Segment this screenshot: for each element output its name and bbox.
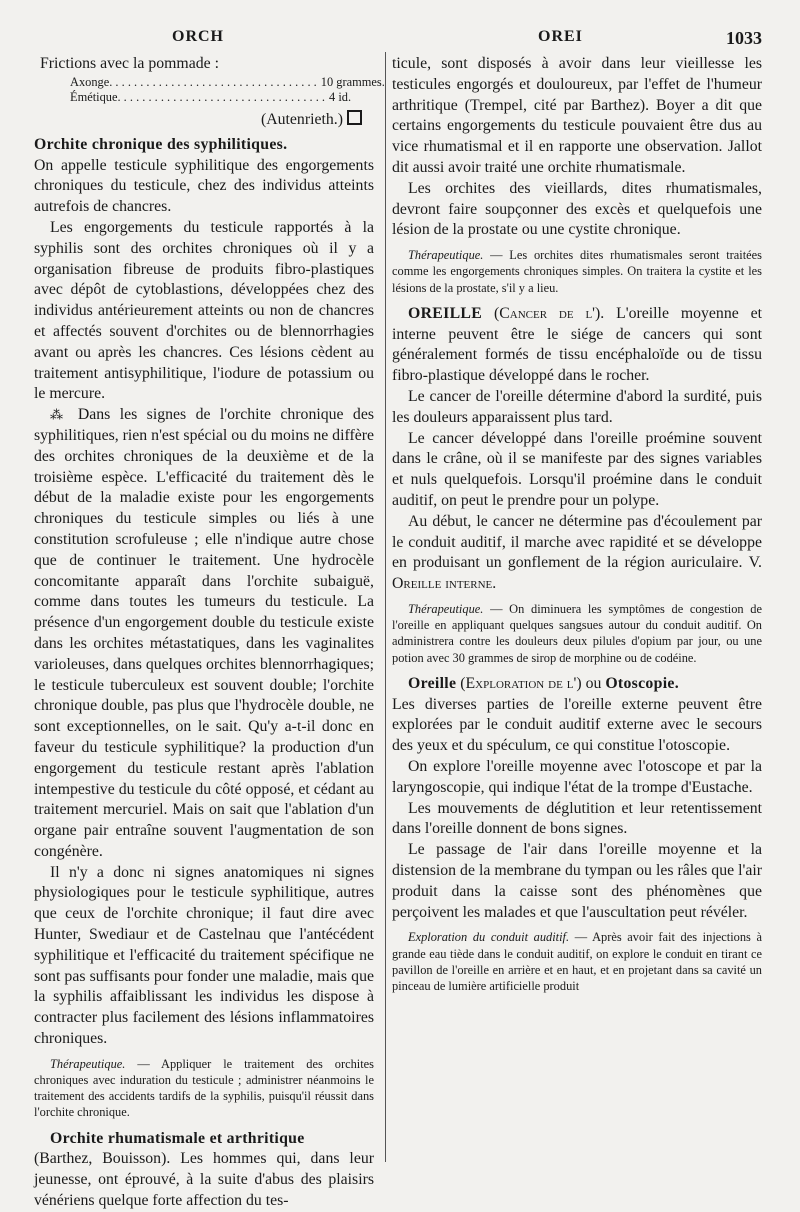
paragraph-text: Dans les signes de l'orchite chronique des syphilitiques, rien n'est spécial ou du moins ne diffère des orchites chroniques de la deuxième et de la troisième espèce. L'efficacité du traitement dès le début de la maladie existe pour les engorgements chroniques du testicule simples ou liés à une constitution scrofuleuse ; elle n'indique autre chose que de continuer le traitement. Une hydrocèle concomitante apparaît dans l'orchite subaiguë, comme dans toutes les tumeurs du testicule. La présence d'un engorgement double du testicule existe dans les orchites métastatiques, dans les vaginalites varioleuses, dans quelques orchites blennorrhagiques; le testicule tuberculeux est souvent double; l'orchite chronique double, pas plus que l'hydrocèle double, ne sont exceptionnelles, on le sait. Qu'y a-t-il donc en faveur du testicule syphilitique? la production d'un engorgement du testicule restant après l'ablation intempestive du testicule du côté opposé, et cédant au traitement mercuriel. Mais on sait que l'ablation d'un organe pair entraîne souvent l'augmentation de son congénère. [34,406,374,860]
therapy-note [392,247,762,296]
source-text: (Autenrieth.) [260,110,343,128]
source-citation [34,109,374,131]
exploration-text: — Après avoir fait des injections à grande eau tiède dans le conduit auditif, on explore le conduit en tirant ce pavillon de l'oreille en arrière et en haut, et en projetant dans sa cavité un pinceau de lumière artificielle produit [392,930,762,993]
exploration-label: Exploration du conduit auditif. [408,930,570,945]
paragraph [392,512,762,595]
paragraph: ticule, sont disposés à avoir dans leur vieillesse les testicules engorgés et douloureux, par l'effet de l'humeur arthritique (Trempel, cité par Barthez). Boyer a dit que certains engorgements du testicule pouvaient être dus au vice rhumatismal et il en rapporte une observation. Jallot dit aussi avoir traité une orchite rhumatismale. [392,55,762,176]
recipe-line [34,90,360,105]
cross-reference: V. Oreille interne. [392,554,762,593]
therapy-label: Thérapeutique. [408,601,484,616]
paragraph-text: L'oreille moyenne et interne peuvent être le siége de cancers qui sont généralement formés de tissu encéphaloïde ou de tissu fibro-plastique développé dans le rocher. [392,304,762,385]
entry-subheading: (Cancer de l'). [493,304,605,322]
entry-heading: Orchite rhumatismale et arthritique [50,1129,305,1147]
therapy-text: — Les orchites dites rhumatismales seront traitées comme les engorgements chroniques simples. On traitera la cystite et les lésions de la prostate, s'il y a lieu. [392,248,762,295]
heading-joiner: ou [585,674,602,692]
paragraph: Les engorgements du testicule rapportés à la syphilis sont des orchites chroniques où il y a organisation fibreuse de produits fibro-plastiques avec dépôt de cytoblastions, développées chez des individus antérieurement atteints ou non de chancres et affectés souvent d'orchites ou de blennorrhagies avant ou après les chancres. Ces lésions cèdent au traitement antisyphilitique, l'iodure de potassium ou le mercure. [34,218,374,403]
entry-heading: Orchite chronique des syphilitiques. [34,135,288,153]
entry-subheading: (Exploration de l') [460,674,582,692]
paragraph: Le cancer développé dans l'oreille proémine souvent dans le crâne, où il se manifeste par des signes variables et nuls quelquefois. Lorsqu'il proémine dans le conduit auditif, on peut le prendre pour un polype. [392,429,762,509]
page-number: 1033 [726,28,762,48]
entry-heading-alt: Otoscopie. [605,674,679,692]
paragraph: On explore l'oreille moyenne avec l'otoscope et par la laryngoscopie, qui indique l'état de la trompe d'Eustache. [392,757,762,796]
ingredient-name: Axonge [70,74,110,89]
therapy-note [392,601,762,666]
therapy-text: — On diminuera les symptômes de congestion de l'oreille en appliquant quelques sangsues autour du conduit auditif. On administrera contre les douleurs deux pilules d'opium par jour, ou une potion avec 30 grammes de sirop de morphine ou de codéine. [392,601,762,665]
left-column [34,54,385,1210]
right-column [392,54,762,1164]
ingredient-name: Émétique [70,89,118,104]
entry-orchite-rhumatismale [34,1129,374,1150]
entry-oreille-cancer [392,304,762,387]
paragraph: Il n'y a donc ni signes anatomiques ni signes physiologiques pour le testicule syphilitique, autres que ceux de l'orchite chronique; il faut dire avec Hunter, Swediaur et de Castelnau que l'antécédent syphilitique et l'efficacité du traitement spécifique ne sont pas suffisants pour fonder une maladie, mais que la syphilis affaiblissant les individus les dispose à contracter plus facilement des lésions inflammatoires chroniques. [34,863,374,1048]
paragraph: Les orchites des vieillards, dites rhumatismales, devront faire soupçonner des excès et quelquefois une lésion de la prostate ou une cystite chronique. [392,179,762,239]
header-left-guideword: ORCH [172,28,224,45]
entry-heading: Oreille [408,674,457,692]
entry-heading: OREILLE [408,304,483,322]
end-mark-icon [347,110,362,125]
recipe-intro: Frictions avec la pommade : [40,55,219,72]
paragraph: On appelle testicule syphilitique des engorgements chroniques du testicule, chez des individus atteints autrefois de chancres. [34,156,374,216]
recipe-line [34,74,385,90]
paragraph: Les mouvements de déglutition et leur retentissement dans l'oreille donnent de bons signes. [392,799,762,838]
entry-oreille-exploration [392,674,762,695]
paragraph [34,405,374,863]
therapy-label: Thérapeutique. [408,248,484,263]
therapy-label: Thérapeutique. [50,1056,126,1071]
therapy-note [34,1056,374,1121]
dot-leader [109,75,317,90]
paragraph-text: Au début, le cancer ne détermine pas d'écoulement par le conduit auditif, il marche avec rapidité et se développe en produisant un gonflement de la région auriculaire. [392,512,762,572]
entry-orchite-syphilitique [34,135,374,156]
header-center-guideword: OREI [538,28,583,45]
dot-leader [117,90,325,105]
asterism-icon: ⁂ [50,407,69,423]
paragraph: Le cancer de l'oreille détermine d'abord la surdité, puis les douleurs apparaissent plus tard. [392,387,762,426]
paragraph: Les diverses parties de l'oreille externe peuvent être explorées par le conduit auditif externe avec le secours des yeux et du spéculum, ce qui constitue l'otoscopie. [392,695,762,755]
exploration-note [392,929,762,994]
column-divider [385,52,386,1162]
ingredient-quantity: 4 id. [329,89,352,104]
paragraph: Le passage de l'air dans l'oreille moyenne et la distension de la membrane du tympan ou les râles que l'air produit dans la caisse sont des phénomènes que perçoivent les malades et que l'auscultation peut révéler. [392,841,762,921]
therapy-text: — Appliquer le traitement des orchites chroniques avec induration du testicule ; administrer néanmoins le traitement des accidents tardifs de la syphilis, puisqu'il réussit dans l'orchite chronique. [34,1056,374,1120]
ingredient-quantity: 10 grammes. [320,74,385,89]
running-header [0,28,800,52]
paragraph: (Barthez, Bouisson). Les hommes qui, dans leur jeunesse, ont éprouvé, à la suite d'abus des plaisirs vénériens quelque forte affection du tes- [34,1150,374,1210]
